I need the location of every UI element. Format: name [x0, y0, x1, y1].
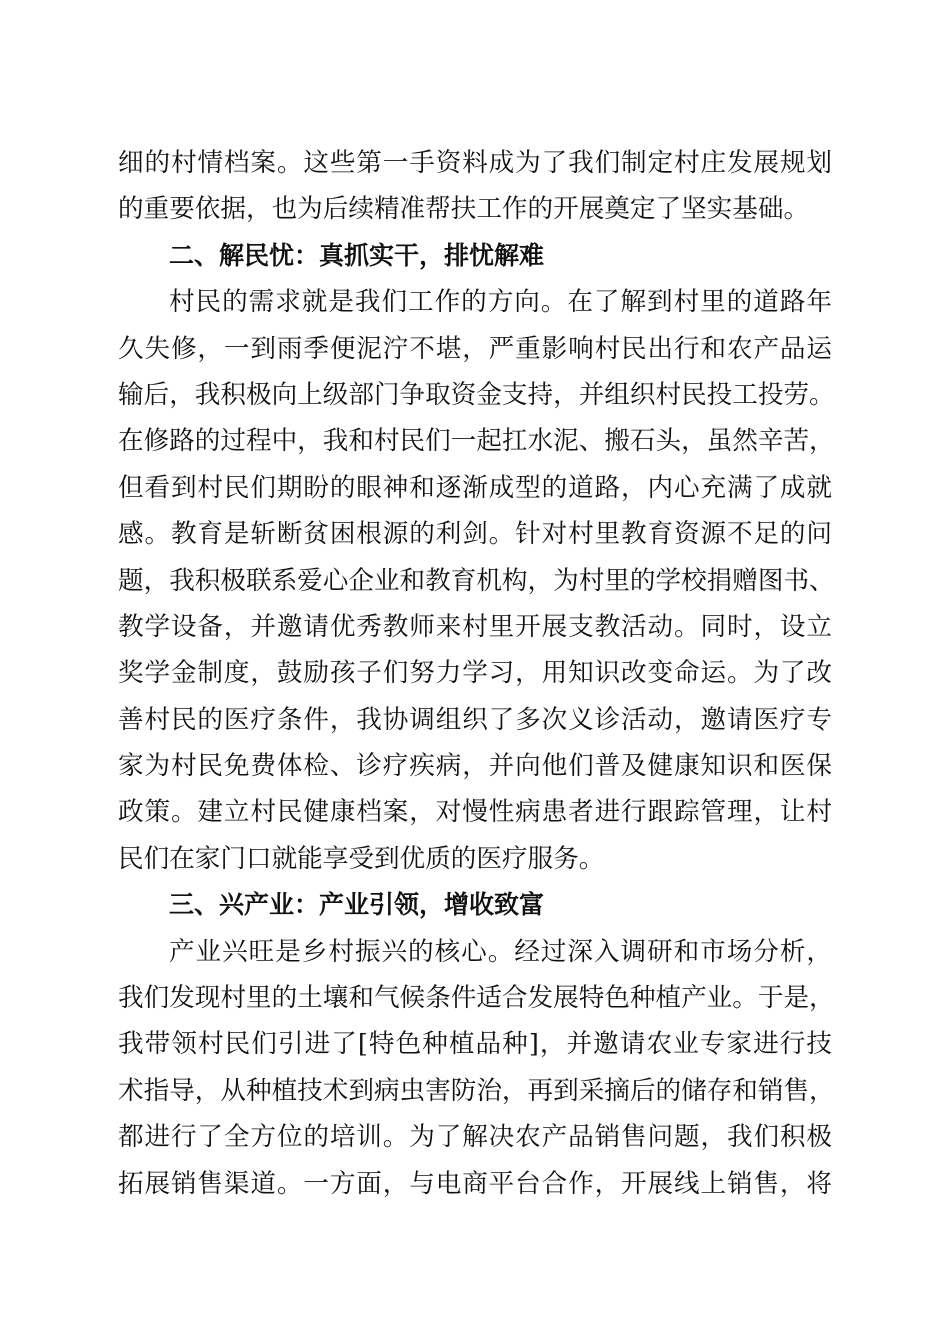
- text-line: 产业兴旺是乡村振兴的核心。经过深入调研和市场分析，: [169, 936, 832, 967]
- text-line: 术指导，从种植技术到病虫害防治，再到采摘后的储存和销售，: [118, 1075, 835, 1106]
- text-line: 家为村民免费体检、诊疗疾病，并向他们普及健康知识和医保: [118, 751, 832, 782]
- section-heading: 三、兴产业：产业引领，增收致富: [169, 890, 545, 920]
- text-line: 细的村情档案。这些第一手资料成为了我们制定村庄发展规划: [118, 148, 832, 178]
- text-line: 政策。建立村民健康档案，对慢性病患者进行跟踪管理，让村: [118, 797, 832, 828]
- section-3: [118, 882, 835, 1207]
- text-line: 奖学金制度，鼓励孩子们努力学习，用知识改变命运。为了改: [118, 658, 832, 689]
- text-line: 输后，我积极向上级部门争取资金支持，并组织村民投工投劳。: [118, 379, 835, 410]
- document-page: [118, 140, 835, 1207]
- text-line: 但看到村民们期盼的眼神和逐渐成型的道路，内心充满了成就: [118, 472, 832, 503]
- text-line: 题，我积极联系爱心企业和教育机构，为村里的学校捐赠图书、: [118, 565, 835, 596]
- text-line: 的重要依据，也为后续精准帮扶工作的开展奠定了坚实基础。: [118, 194, 810, 225]
- section-heading: 二、解民忧：真抓实干，排忧解难: [169, 240, 545, 270]
- text-line: 在修路的过程中，我和村民们一起扛水泥、搬石头，虽然辛苦，: [118, 426, 835, 457]
- text-line: 民们在家门口就能享受到优质的医疗服务。: [118, 843, 605, 874]
- text-line: 都进行了全方位的培训。为了解决农产品销售问题，我们积极: [118, 1122, 832, 1153]
- text-line: 拓展销售渠道。一方面，与电商平台合作，开展线上销售，将: [118, 1168, 832, 1199]
- text-line: 我带领村民们引进了[特色种植品种]，并邀请农业专家进行技: [118, 1029, 832, 1060]
- paragraph-continued: [118, 140, 832, 233]
- section-2: [118, 233, 835, 882]
- text-line: 教学设备，并邀请优秀教师来村里开展支教活动。同时，设立: [118, 611, 832, 642]
- text-line: 善村民的医疗条件，我协调组织了多次义诊活动，邀请医疗专: [118, 704, 832, 735]
- text-line: 我们发现村里的土壤和气候条件适合发展特色种植产业。于是，: [118, 983, 835, 1014]
- text-line: 村民的需求就是我们工作的方向。在了解到村里的道路年: [169, 287, 832, 318]
- text-line: 久失修，一到雨季便泥泞不堪，严重影响村民出行和农产品运: [118, 333, 832, 364]
- text-line: 感。教育是斩断贫困根源的利剑。针对村里教育资源不足的问: [118, 519, 832, 550]
